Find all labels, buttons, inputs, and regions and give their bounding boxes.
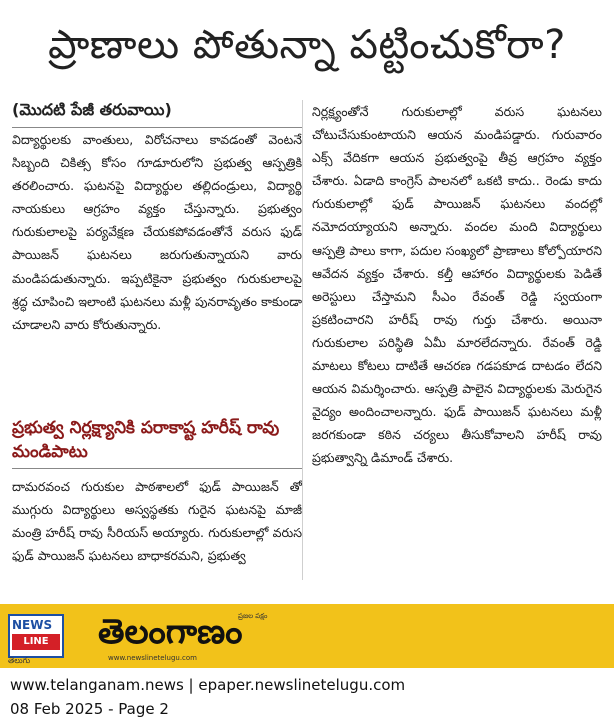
subsection xyxy=(12,402,302,567)
continued-label: (మొదటి పేజీ తరువాయి) xyxy=(12,100,172,119)
masthead-banner xyxy=(0,604,614,668)
logo-line-text: LINE xyxy=(12,634,60,650)
footer-date-page: 08 Feb 2025 - Page 2 xyxy=(10,700,169,718)
left-paragraph: విద్యార్థులకు వాంతులు, విరోచనాలు కావడంతో వెంటనే సిబ్బంది చికిత్స కోసం గూడూరులోని ప్రభుత్వ ఆస్పత్రికి తరలించారు. ఘటనపై విద్యార్థుల తల్లిదండ్రులు, విద్యార్థి నాయకులు ఆగ్రహం వ్యక్తం చేస్తున్నారు. ప్రభుత్వం గురుకులాలపై పర్యవేక్షణ చేయకపోవడంతోనే వరుస ఫుడ్ పాయిజన్ ఘటనలు జరుగుతున్నాయని వారు మండిపడుతున్నారు. ఇప్పటికైనా ప్రభుత్వం గురుకులాలపై శ్రద్ధ చూపించి ఇలాంటి ఘటనలు మళ్లీ పునరావృతం కాకుండా చూడాలని వారు కోరుతున్నారు. xyxy=(12,127,302,336)
logo-caption: తెలుగు xyxy=(8,656,31,665)
article-headline: ప్రాణాలు పోతున్నా పట్టించుకోరా? xyxy=(48,22,566,68)
subheading: ప్రభుత్వ నిర్లక్ష్యానికి పరాకాష్ట హరీష్ రావు మండిపాటు xyxy=(12,416,302,469)
right-column xyxy=(312,100,602,470)
right-paragraph: నిర్లక్ష్యంతోనే గురుకులాల్లో వరుస ఘటనలు చోటుచేసుకుంటాయని ఆయన మండిపడ్డారు. గురువారం ఎక్స్ వేదికగా ఆయన ప్రభుత్వంపై తీవ్ర ఆగ్రహం వ్యక్తం చేశారు. ఏడాది కాంగ్రెస్ పాలనలో ఒకటి కాదు.. రెండు కాదు గురుకులాల్లో ఫుడ్ పాయిజన్ ఘటనలు వందల్లో నమోదయ్యాయని అన్నారు. వందల మంది విద్యార్థులు ఆస్పత్రి పాలు కాగా, పదుల సంఖ్యలో ప్రాణాలు కోల్పోయారని ఆవేదన వ్యక్తం చేశారు. కల్తీ ఆహారం విద్యార్థులకు పెడితే అరెస్టులు చేస్తామని సీఎం రేవంత్ రెడ్డి స్వయంగా ప్రకటించారని హరీష్ రావు గుర్తు చేశారు. అయినా గురుకులాల పరిస్థితి ఏమీ మారలేదన్నారు. రేవంత్ రెడ్డి మాటలు కోటలు దాటితే ఆచరణ గడపకూడ దాటడం లేదని ఆయన విమర్శించారు. ఆస్పత్రి పాలైన విద్యార్థులకు మెరుగైన వైద్యం అందించాలన్నారు. ఫుడ్ పాయిజన్ ఘటనలు మళ్లీ జరగకుండా కఠిన చర్యలు తీసుకోవాలని హరీష్ రావు ప్రభుత్వాన్ని డిమాండ్ చేశారు. xyxy=(312,104,602,466)
left-paragraph-2: దామరవంచ గురుకుల పాఠశాలలో ఫుడ్ పాయిజన్ తో ముగ్గురు విద్యార్థులు అస్వస్థతకు గురైన ఘటనపై మాజీ మంత్రి హరీష్ రావు సీరియస్ అయ్యారు. గురుకులాల్లో వరుస ఫుడ్ పాయిజన్ ఘటనలు బాధాకరమని, ప్రభుత్వ xyxy=(12,479,302,564)
newsline-logo xyxy=(8,614,64,658)
left-column xyxy=(12,100,302,336)
brand-url: www.newslinetelugu.com xyxy=(108,654,197,662)
brand-tagline: ప్రజల పక్షం xyxy=(238,612,268,620)
brand-name: తెలంగాణం xyxy=(98,612,243,652)
footer xyxy=(0,668,614,725)
footer-sources: www.telanganam.news | epaper.newslinetelugu.com xyxy=(10,676,406,694)
column-divider xyxy=(302,100,303,580)
logo-news-text: NEWS xyxy=(12,618,53,632)
